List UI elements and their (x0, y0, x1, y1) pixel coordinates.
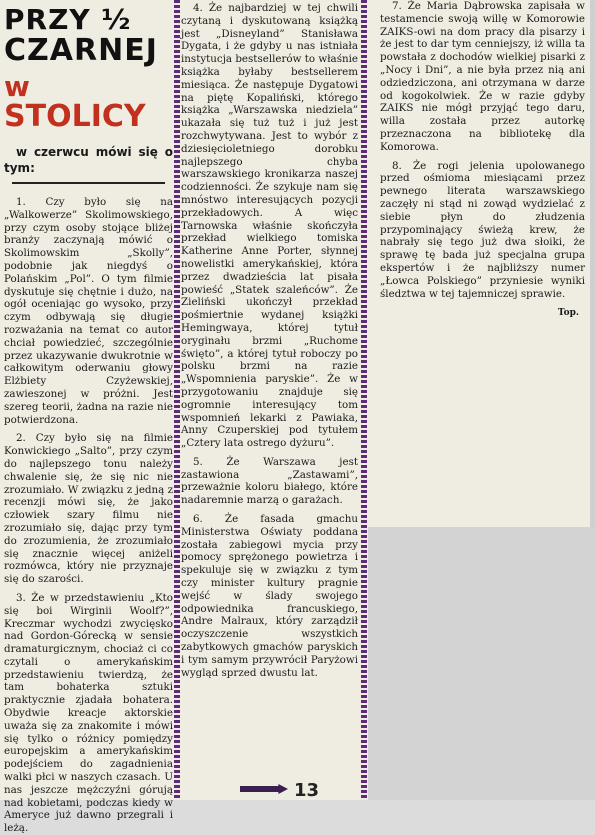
article-item-3: 3. Że w przedstawieniu „Kto się boi Wirginii Woolf?”, Kreczmar wychodzi zwycięsko nad Gordon-Górecką w sensie dramaturgicznym, chociaż ci co czytali o amerykańskim przedstawieniu twierdzą, że tam bohaterka sztuki praktycznie zjadała bohatera. Obydwie kreacje aktorskie uważa się za znakomite i mówi się tylko o różnicy pomiędzy europejskim a amerykańskim podejściem do zagadnienia walki płci w naszych czasach. U nas jeszcze mężczyźni górują nad kobietami, podczas kiedy w Ameryce już dawno przegrali i leżą. (4, 591, 173, 835)
column-divider-1 (174, 0, 180, 800)
page-footer (240, 780, 330, 800)
signature-line (380, 306, 579, 320)
column-divider-2 (361, 0, 367, 800)
article-item-6: 6. Że fasada gmachu Ministerstwa Oświaty poddana została zabiegowi mycia przy pomocy sprężonego powietrza i spekuluje się w związku z tym czy minister kultury pragnie wejść w ślady swojego odpowiednika francuskiego, Andre Malraux, który zarządził oczyszczenie wszystkich zabytkowych gmachów paryskich i tym samym przywrócił Paryżowi wygląd sprzed dwustu lat. (181, 513, 358, 679)
article-item-4: 4. Że najbardziej w tej chwili czytaną i dyskutowaną książką jest „Disneyland” Stanisława Dygata, i że gdyby u nas istniała instytucja bestsellerów to właśnie książka byłaby bestsellerem miesiąca. Że następuje Dygatowi na piętę Kopaliński, którego książka „Warszawska niedziela” ukazała się tuż tuż i już jest rozchwytywana. Jest to wybór z dziesięcioletniego dorobku najlepszego chyba warszawskiego kronikarza naszej codzienności. Że szykuje nam się mnóstwo interesujących pozycji przekładowych. A więc Tarnowska właśnie skończyła przekład wielkiego tomiska Katherine Anne Porter, słynnej nowelistki amerykańskiej, która przez dwadzieścia lat pisała powieść „Statek szaleńców”. Że Zieliński ukończył przekład pośmiertnie wydanej książki Hemingwaya, której tytuł oryginału brzmi „Ruchome święto”, a której tytuł roboczy po polsku brzmi na razie „Wspomnienia paryskie”. Że w przygotowaniu znajduje się ogromnie interesujący tom wspomnień lekarki z Pawiaka, Anny Czuperskiej pod tytułem „Cztery lata ostrego dyżuru”. (181, 2, 358, 450)
arrow-icon (240, 784, 288, 794)
column-1 (4, 0, 173, 835)
separator-rule (12, 182, 165, 184)
page-edge (590, 0, 595, 527)
headline-line-3 (4, 72, 173, 132)
author-signature: Top. (557, 308, 579, 319)
article-item-7: 7. Że Maria Dąbrowska zapisała w testamencie swoją willę w Komorowie ZAIKS-owi na dom pracy dla pisarzy i że jest to dar tym cenniejszy, iż willa ta powstała z dochodów wielkiej pisarki z „Nocy i Dni”, a nie była przez nią ani odziedziczona, ani otrzymana w darze od kogokolwiek. Że w razie gdyby ZAIKS nie mógł przyjąć tego daru, willa została przez autorkę przeznaczona na bibliotekę dla Komorowa. (380, 0, 585, 153)
page-number: 13 (294, 780, 320, 801)
column-2 (181, 0, 358, 802)
headline-line-1: PRZY ½ (4, 3, 132, 36)
blank-margin (368, 527, 595, 800)
article-item-1: 1. Czy było się na „Walkowerze” Skolimowskiego, przy czym osoby stojące bliżej branży zaczynają mówić o Skolimowskim „Skolly”, podobnie jak niegdyś o Polańskim „Pol”. O tym filmie dyskutuje się chętnie i dużo, na ogół oceniając go wysoko, przy czym odbywają się długie rozważania na temat co autor chciał powiedzieć, szczególnie przez ukazywanie dwukrotnie w całkowitym oderwaniu głowy Elżbiety Czyżewskiej, zawieszonej w próżni. Jest szereg teorii, żadna na razie nie potwierdzona. (4, 196, 173, 426)
headline-line-3-word: STOLICY (4, 99, 146, 134)
article-item-8: 8. Że rogi jelenia upolowanego przed ośmioma miesiącami przez pewnego literata warszawskiego zaczęły ni stąd ni zowąd wydzielać z siebie płyn do złudzenia przypominający świeżą krew, że nabrały się tego już dwa słoiki, że sprawę tę bada już specjalna grupa ekspertów i że najbliższy numer „Łowca Polskiego” przyniesie wyniki śledztwa w tej tajemniczej sprawie. (380, 159, 585, 300)
intro-text: w czerwcu mówi się o tym: (4, 145, 173, 175)
article-item-5: 5. Że Warszawa jest zastawiona „Zastawami”, przeważnie koloru białego, które nadaremnie marzą o garażach. (181, 455, 358, 507)
article-item-2: 2. Czy było się na filmie Konwickiego „Salto”, przy czym do najlepszego tonu należy chwalenie się, że się nic nie zrozumiało. W związku z jedną z recenzji mówi się, że jako człowiek szary filmu nie zrozumiało się, dając przy tym do zrozumienia, że zrozumiało się znacznie więcej aniżeli rozmówca, który nie przyznaje się do szarości. (4, 432, 173, 586)
headline-line-2: CZARNEJ (4, 33, 158, 68)
column-3 (380, 0, 585, 527)
headline-line-3-prefix: w (4, 70, 30, 103)
